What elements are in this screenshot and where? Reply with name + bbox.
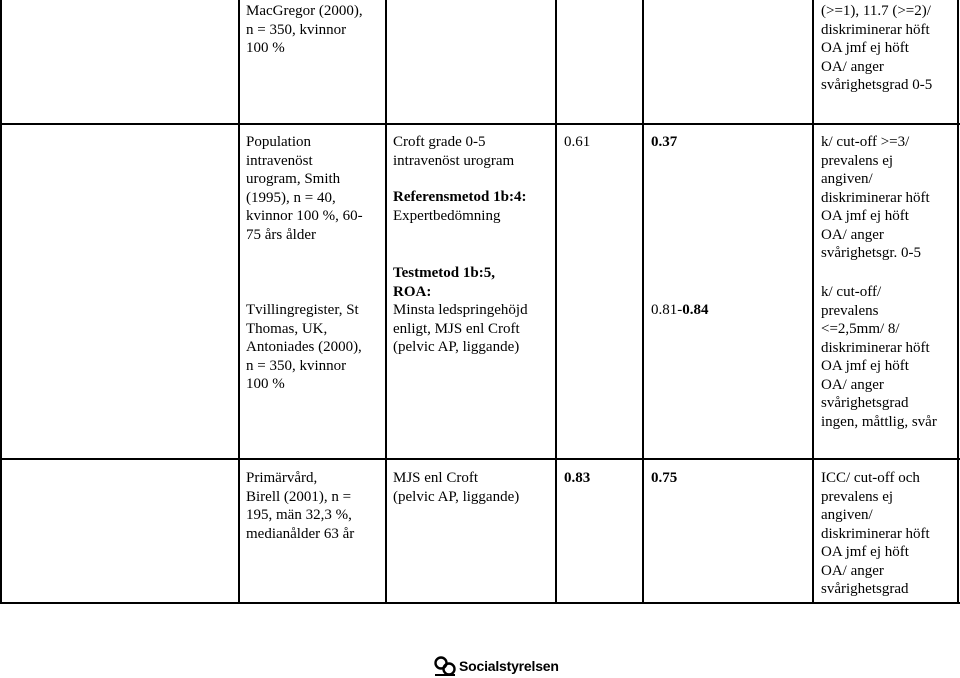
table-border-col5 bbox=[812, 0, 814, 604]
table-cell-specificity: 0.75 bbox=[651, 470, 678, 486]
table-border-col4 bbox=[642, 0, 644, 604]
table-cell-method: MJS enl Croft (pelvic AP, liggande) bbox=[393, 470, 520, 505]
reference-method-text: Expertbedömning bbox=[393, 207, 501, 224]
socialstyrelsen-logo bbox=[434, 654, 559, 678]
table-cell-method: Croft grade 0-5 intravenöst urogram Referensmetod 1b:4: Expertbedömning bbox=[393, 134, 527, 224]
table-cell-population: Primärvård, Birell (2001), n = 195, män 32,3 %, medianålder 63 år bbox=[246, 470, 355, 542]
table-border-col2 bbox=[385, 0, 387, 604]
table-border-left bbox=[0, 0, 2, 604]
row-divider bbox=[0, 458, 960, 460]
socialstyrelsen-logo-text: Socialstyrelsen bbox=[459, 658, 559, 674]
table-cell-population: Population intravenöst urogram, Smith (1995), n = 40, kvinnor 100 %, 60- 75 års ålder bbox=[246, 134, 363, 243]
table-cell-population: MacGregor (2000), n = 350, kvinnor 100 % bbox=[246, 3, 363, 56]
table-cell-sensitivity: 0.61 bbox=[564, 134, 591, 150]
table-cell-population: Tvillingregister, St Thomas, UK, Antoniades (2000), n = 350, kvinnor 100 % bbox=[246, 302, 362, 392]
socialstyrelsen-emblem-icon bbox=[434, 655, 456, 677]
table-cell-comment: ICC/ cut-off och prevalens ej angiven/ diskriminerar höft OA jmf ej höft OA/ anger svårighetsgrad bbox=[821, 470, 930, 597]
table-cell-specificity: 0.81-0.84 bbox=[651, 302, 709, 318]
table-cell-comment: (>=1), 11.7 (>=2)/ diskriminerar höft OA jmf ej höft OA/ anger svårighetsgrad 0-5 bbox=[821, 3, 933, 93]
table-border-bottom bbox=[0, 602, 960, 604]
table-cell-specificity: 0.37 bbox=[651, 134, 678, 150]
row-divider bbox=[0, 123, 960, 125]
table-cell-comment: k/ cut-off >=3/ prevalens ej angiven/ diskriminerar höft OA jmf ej höft OA/ anger svårighetsgr. 0-5 bbox=[821, 134, 930, 261]
table-cell-comment: k/ cut-off/ prevalens <=2,5mm/ 8/ diskriminerar höft OA jmf ej höft OA/ anger svårighetsgrad ingen, måttlig, svår bbox=[821, 284, 937, 430]
table-cell-sensitivity: 0.83 bbox=[564, 470, 591, 486]
table-cell-test-method: Testmetod 1b:5, ROA: Minsta ledspringehöjd enligt, MJS enl Croft (pelvic AP, liggande) bbox=[393, 265, 528, 355]
table-border-col1 bbox=[238, 0, 240, 604]
table-border-right bbox=[957, 0, 959, 604]
table-border-col3 bbox=[555, 0, 557, 604]
reference-method-label: Referensmetod 1b:4: bbox=[393, 189, 527, 205]
